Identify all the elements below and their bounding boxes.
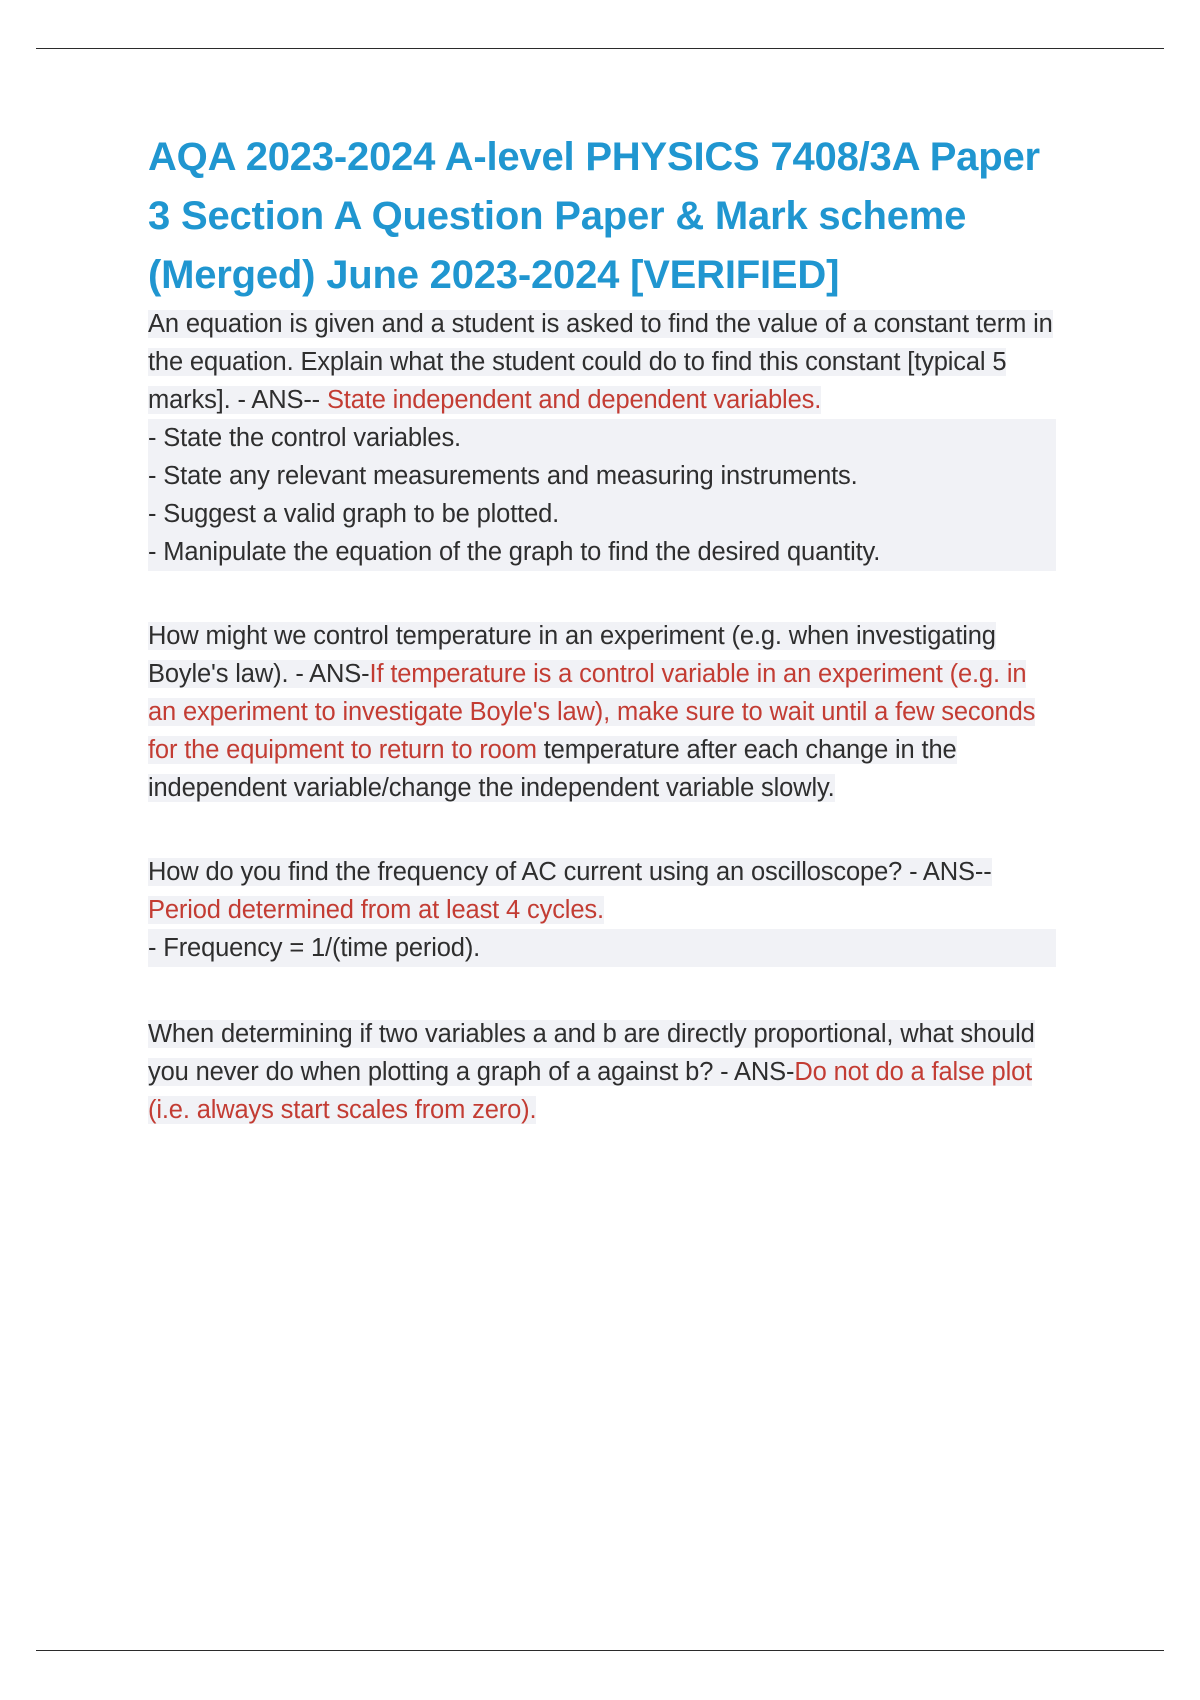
qa-block-constant-term xyxy=(148,305,1056,571)
answer-text-3: Period determined from at least 4 cycles. xyxy=(148,896,604,924)
question-text-2: How might we control temperature in an experiment (e.g. when investigating Boyle's law). - ANS- xyxy=(148,622,996,688)
qa-block-false-plot xyxy=(148,1015,1056,1129)
answer-text-1: State independent and dependent variables. xyxy=(326,386,822,414)
bullet-item: - State the control variables. xyxy=(148,419,1056,457)
page-title: AQA 2023-2024 A-level PHYSICS 7408/3A Paper 3 Section A Question Paper & Mark scheme (Merged) June 2023-2024 [VERIFIED] xyxy=(148,135,1040,297)
page-top-divider xyxy=(36,48,1164,49)
document-content xyxy=(148,128,1056,1129)
bullet-item: - Frequency = 1/(time period). xyxy=(148,929,1056,967)
question-text-4: When determining if two variables a and b are directly proportional, what should you never do when plotting a graph of a against b? - ANS- xyxy=(148,1020,1035,1086)
answer-text-4: Do not do a false plot (i.e. always start scales from zero). xyxy=(148,1058,1033,1124)
qa-block-temperature-control xyxy=(148,617,1056,807)
answer-text-2: If temperature is a control variable in an experiment (e.g. in an experiment to investigate Boyle's law), make sure to wait until a few seconds for the equipment to return to room xyxy=(148,660,1036,764)
page-bottom-divider xyxy=(36,1650,1164,1651)
answer-tail-text-2: temperature after each change in the independent variable/change the independent variable slowly. xyxy=(148,736,957,802)
question-text-3: How do you find the frequency of AC current using an oscilloscope? - ANS-- xyxy=(148,858,992,886)
qa-block-ac-frequency xyxy=(148,853,1056,967)
bullet-item: - Suggest a valid graph to be plotted. xyxy=(148,495,1056,533)
bullet-item: - State any relevant measurements and measuring instruments. xyxy=(148,457,1056,495)
bullet-item: - Manipulate the equation of the graph to find the desired quantity. xyxy=(148,533,1056,571)
question-text-1: An equation is given and a student is asked to find the value of a constant term in the equation. Explain what the student could do to find this constant [typical 5 marks]. - ANS-- xyxy=(148,310,1053,414)
